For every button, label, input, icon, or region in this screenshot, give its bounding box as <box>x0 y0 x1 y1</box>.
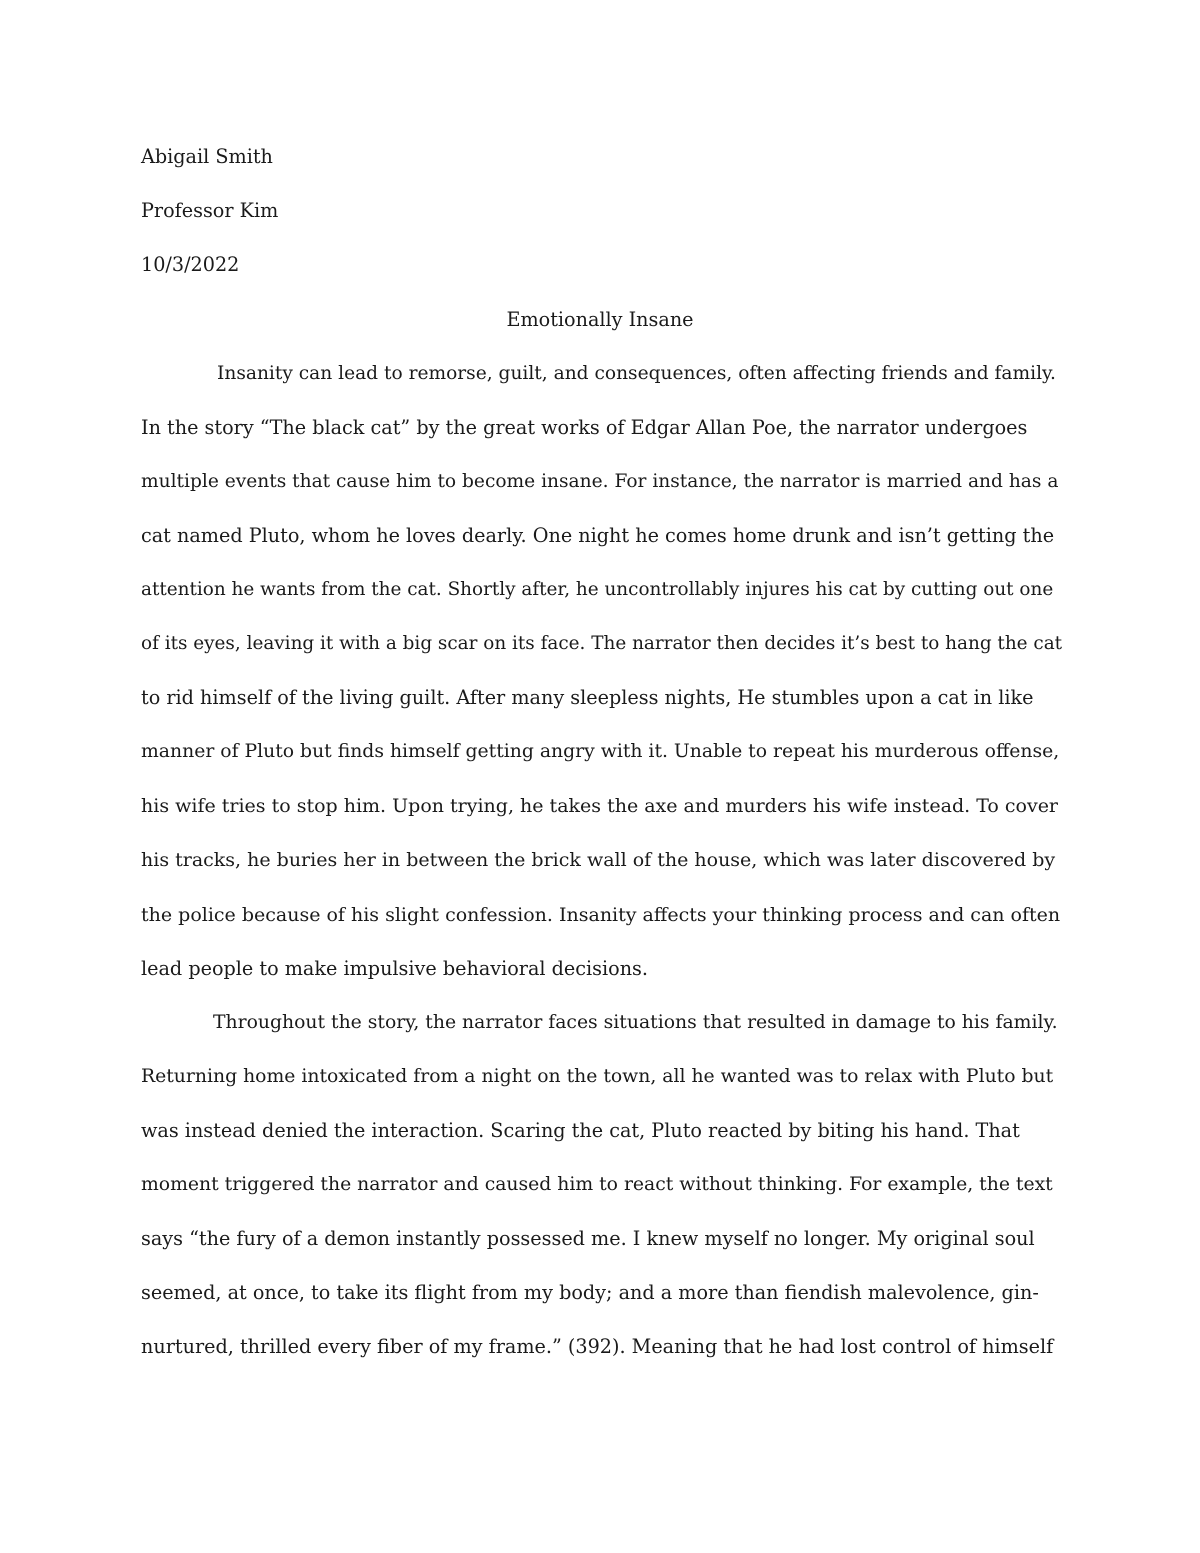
date: 10/3/2022 <box>141 253 240 276</box>
paragraph-2-line-7: nurtured, thrilled every fiber of my frame.” (392). Meaning that he had lost control of himself <box>141 1335 1054 1358</box>
paragraph-1-line-6: of its eyes, leaving it with a big scar on its face. The narrator then decides it’s best to hang the cat <box>141 633 1063 654</box>
paragraph-2-line-1: Throughout the story, the narrator faces situations that resulted in damage to his family. <box>213 1012 1058 1033</box>
paragraph-1-line-7: to rid himself of the living guilt. After many sleepless nights, He stumbles upon a cat in like <box>141 686 1034 709</box>
paragraph-1-line-9: his wife tries to stop him. Upon trying, he takes the axe and murders his wife instead. To cover <box>141 795 1059 817</box>
paragraph-1-line-5: attention he wants from the cat. Shortly after, he uncontrollably injures his cat by cutting out one <box>141 579 1054 600</box>
paragraph-1-line-10: his tracks, he buries her in between the brick wall of the house, which was later discovered by <box>141 849 1056 871</box>
paragraph-1-line-1: Insanity can lead to remorse, guilt, and consequences, often affecting friends and family. <box>217 363 1056 384</box>
essay-title: Emotionally Insane <box>506 308 694 331</box>
professor-name: Professor Kim <box>141 199 279 222</box>
paragraph-1-line-4: cat named Pluto, whom he loves dearly. One night he comes home drunk and isn’t getting the <box>141 524 1055 547</box>
paragraph-1-line-8: manner of Pluto but finds himself getting angry with it. Unable to repeat his murderous offense, <box>141 741 1060 762</box>
paragraph-2-line-5: says “the fury of a demon instantly possessed me. I knew myself no longer. My original soul <box>141 1227 1035 1250</box>
paragraph-2-line-2: Returning home intoxicated from a night on the town, all he wanted was to relax with Pluto but <box>141 1066 1054 1087</box>
paragraph-1-line-12: lead people to make impulsive behavioral decisions. <box>141 957 649 980</box>
paragraph-2-line-3: was instead denied the interaction. Scaring the cat, Pluto reacted by biting his hand. That <box>141 1119 1020 1142</box>
paragraph-1-line-11: the police because of his slight confession. Insanity affects your thinking process and can often <box>141 904 1061 926</box>
paragraph-2-line-6: seemed, at once, to take its flight from my body; and a more than fiendish malevolence, gin- <box>141 1281 1039 1304</box>
paragraph-1-line-3: multiple events that cause him to become insane. For instance, the narrator is married and has a <box>141 471 1059 492</box>
paragraph-2-line-4: moment triggered the narrator and caused him to react without thinking. For example, the text <box>141 1174 1053 1195</box>
paragraph-1-line-2: In the story “The black cat” by the great works of Edgar Allan Poe, the narrator undergoes <box>141 416 1028 439</box>
student-name: Abigail Smith <box>141 145 273 168</box>
